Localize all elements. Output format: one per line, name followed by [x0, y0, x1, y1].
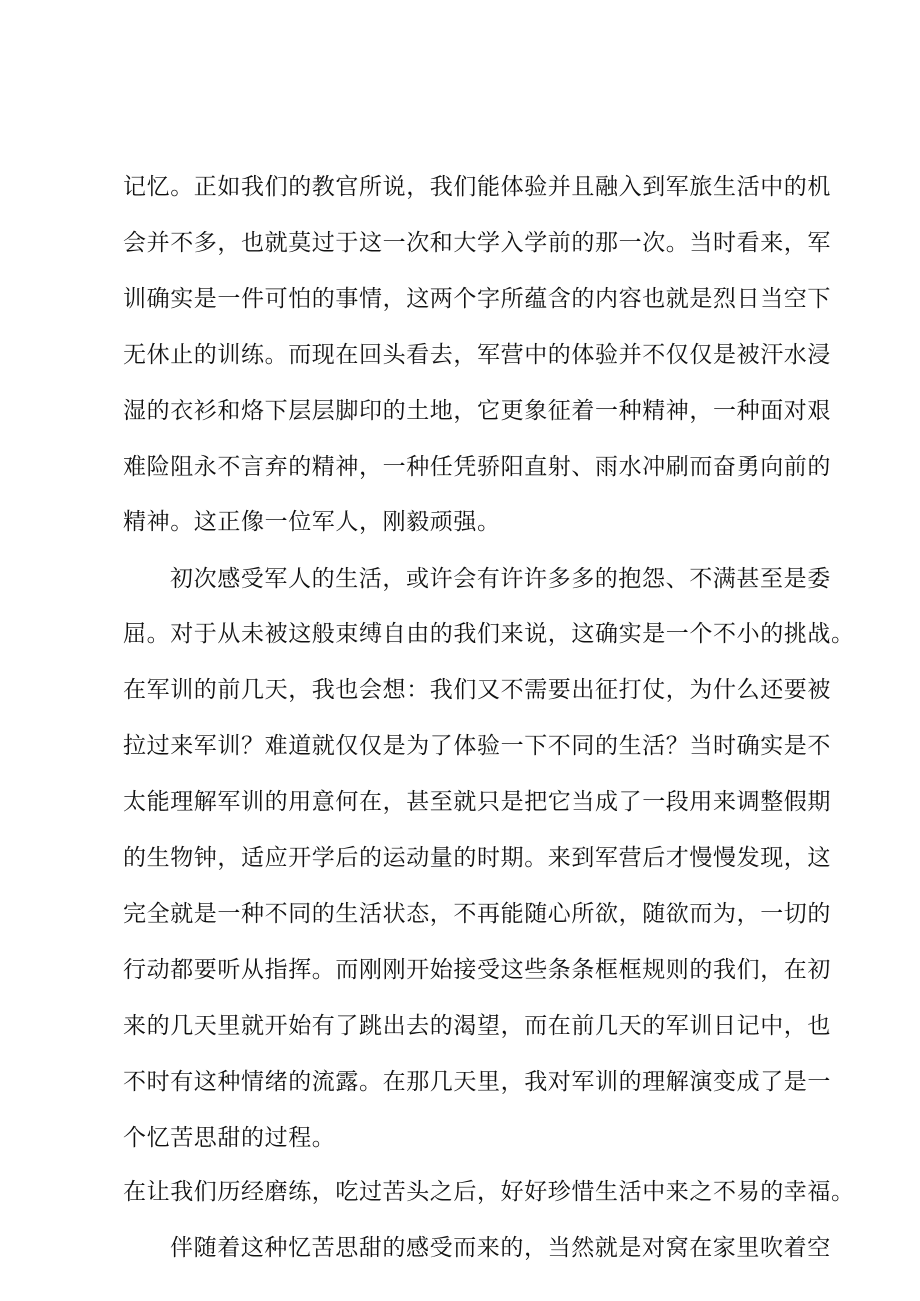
text-line: 不时有这种情绪的流露。在那几天里，我对军训的理解演变成了是一	[123, 1069, 831, 1095]
text-line: 难险阻永不言弃的精神，一种任凭骄阳直射、雨水冲刷而奋勇向前的	[123, 454, 831, 480]
text-line: 精神。这正像一位军人，刚毅顽强。	[123, 509, 501, 535]
text-line: 个忆苦思甜的过程。	[123, 1125, 336, 1151]
text-line: 屈。对于从未被这般束缚自由的我们来说，这确实是一个不小的挑战。	[123, 621, 855, 647]
text-line: 在军训的前几天，我也会想：我们又不需要出征打仗，为什么还要被	[123, 677, 831, 703]
text-line: 的生物钟，适应开学后的运动量的时期。来到军营后才慢慢发现，这	[123, 845, 831, 871]
text-line: 无休止的训练。而现在回头看去，军营中的体验并不仅仅是被汗水浸	[123, 342, 831, 368]
text-line: 湿的衣衫和烙下层层脚印的土地，它更象征着一种精神，一种面对艰	[123, 398, 831, 424]
text-line: 在让我们历经磨练，吃过苦头之后，好好珍惜生活中来之不易的幸福。	[123, 1179, 855, 1205]
text-line: 行动都要听从指挥。而刚刚开始接受这些条条框框规则的我们，在初	[123, 957, 831, 983]
text-line: 训确实是一件可怕的事情，这两个字所蕴含的内容也就是烈日当空下	[123, 286, 831, 312]
paragraph-first-line: 初次感受军人的生活，或许会有许许多多的抱怨、不满甚至是委	[170, 566, 831, 592]
text-line: 记忆。正如我们的教官所说，我们能体验并且融入到军旅生活中的机	[123, 174, 831, 200]
text-line: 会并不多，也就莫过于这一次和大学入学前的那一次。当时看来，军	[123, 230, 831, 256]
text-line: 完全就是一种不同的生活状态，不再能随心所欲，随欲而为，一切的	[123, 901, 831, 927]
text-line: 拉过来军训？难道就仅仅是为了体验一下不同的生活？当时确实是不	[123, 733, 831, 759]
text-line: 来的几天里就开始有了跳出去的渴望，而在前几天的军训日记中，也	[123, 1013, 831, 1039]
paragraph-first-line: 伴随着这种忆苦思甜的感受而来的，当然就是对窝在家里吹着空	[170, 1235, 831, 1261]
text-line: 太能理解军训的用意何在，甚至就只是把它当成了一段用来调整假期	[123, 789, 831, 815]
